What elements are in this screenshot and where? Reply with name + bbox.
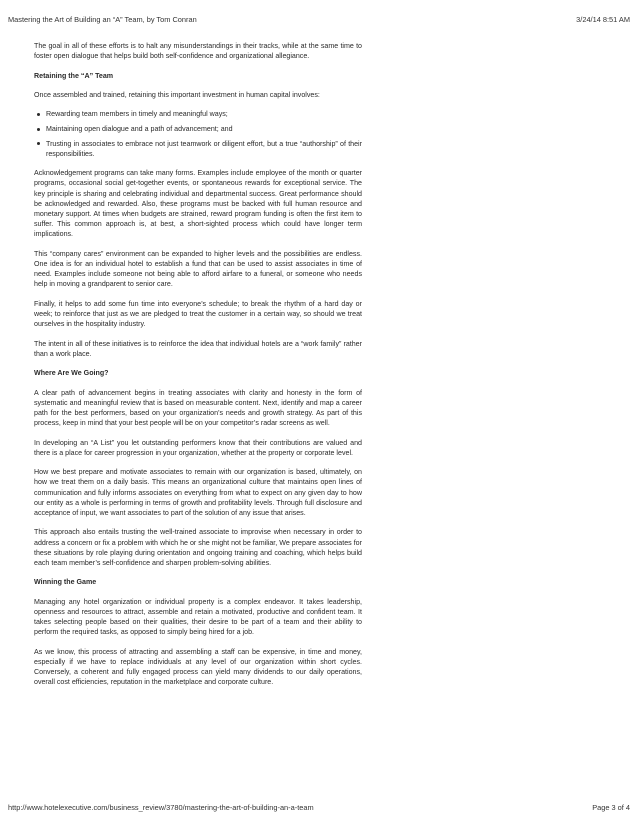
heading-winning: Winning the Game — [34, 578, 97, 587]
paragraph-work-family: The intent in all of these initiatives is to reinforce the idea that individual hotels are a “work family” rather than a work place. — [34, 339, 362, 358]
print-footer — [8, 802, 630, 814]
paragraph-intro: The goal in all of these efforts is to halt any misunderstandings in their tracks, while at the same time to foster open dialogue that helps build both self-confidence and organizational allegiance. — [34, 42, 362, 61]
print-header — [8, 14, 630, 26]
paragraph-improvise: This approach also entails trusting the well-trained associate to improvise when necessary in order to address a concern or fix a problem with which he or she might not be familiar, We prepare associates for these situations by role playing during orientation and ongoing training and coaching, which helps build each team member’s self-confidence and sharpen problem-solving abilities. — [34, 528, 362, 567]
print-datetime: 3/24/14 8:51 AM — [576, 15, 630, 24]
heading-where-going: Where Are We Going? — [34, 369, 109, 378]
paragraph-path: A clear path of advancement begins in treating associates with clarity and honesty in the form of systematic and meaningful review that is based on measurable content. Next, identify and map a career path for the best performers, based on your organization’s needs and growth strategy. As part of this process, keep in mind that your best people will be on your competitor’s radar screens as well. — [34, 388, 362, 428]
paragraph-expensive: As we know, this process of attracting and assembling a staff can be expensive, in time and money, especially if we have to replace individuals at any level of our organization within short cycles. Conversely, a coherent and fully engaged process can yield many dividends to our daily operations, overall cost efficiencies, reputation in the marketplace and corporate culture. — [34, 647, 362, 687]
heading-retaining: Retaining the “A” Team — [34, 71, 114, 80]
paragraph-a-list: In developing an “A List” you let outstanding performers know that their contributions are valued and there is a place for career progression in your organization, whether at the property or corporate level. — [34, 438, 362, 457]
paragraph-acknowledgement: Acknowledgement programs can take many forms. Examples include employee of the month or quarter programs, occasional social get-together events, or spontaneous rewards for exceptional service. The key principle is sharing and celebrating individual and departmental success. Great performance should be acknowledged and rewarded. Also, these programs must be backed with full human resource and monetary support. At times when budgets are strained, reward program funding is often the first item to suffer. This common approach is, at best, a short-sighted process which could have longer term implications. — [34, 169, 362, 239]
paragraph-fun-time: Finally, it helps to add some fun time into everyone’s schedule; to break the rhythm of a hard day or week; to reinforce that just as we are pledged to treat the customer in a certain way, so should we treat ourselves in the hospitality industry. — [34, 299, 362, 329]
page-url[interactable]: http://www.hotelexecutive.com/business_review/3780/mastering-the-art-of-building-an-a-team — [8, 803, 314, 812]
retaining-list — [34, 109, 362, 159]
list-item: Maintaining open dialogue and a path of advancement; and — [46, 124, 362, 134]
paragraph-retaining-intro: Once assembled and trained, retaining this important investment in human capital involves: — [34, 90, 320, 99]
paragraph-managing: Managing any hotel organization or individual property is a complex endeavor. It takes leadership, openness and resources to attract, assemble and retain a motivated, productive and confident team. It takes selecting people based on their qualities, their desire to be part of a team and their ability to perform the required tasks, as opposed to simply being hired for a job. — [34, 597, 362, 637]
list-item: Trusting in associates to embrace not just teamwork or diligent effort, but a true “authorship” of their responsibilities. — [46, 139, 362, 158]
list-item: Rewarding team members in timely and meaningful ways; — [46, 109, 362, 119]
page-number: Page 3 of 4 — [592, 803, 630, 812]
paragraph-motivate: How we best prepare and motivate associates to remain with our organization is based, ultimately, on how we treat them on a daily basis. This means an organizational culture that maintains open lines of communication and fully informs associates on everything from what to expect on any given day to how our entity as a whole is performing in terms of growth and profitability levels. Through full disclosure and acceptance of input, we want associates to part of the solution of any issue that arises. — [34, 468, 362, 517]
page-title: Mastering the Art of Building an “A” Team, by Tom Conran — [8, 15, 197, 24]
paragraph-company-cares: This “company cares” environment can be expanded to higher levels and the possibilities are endless. One idea is for an individual hotel to establish a fund that can be used to assist associates in time of need. Examples include someone not being able to afford airfare to a funeral, or someone who needs help in moving a grandparent to senior care. — [34, 249, 362, 289]
article-body — [34, 41, 362, 697]
